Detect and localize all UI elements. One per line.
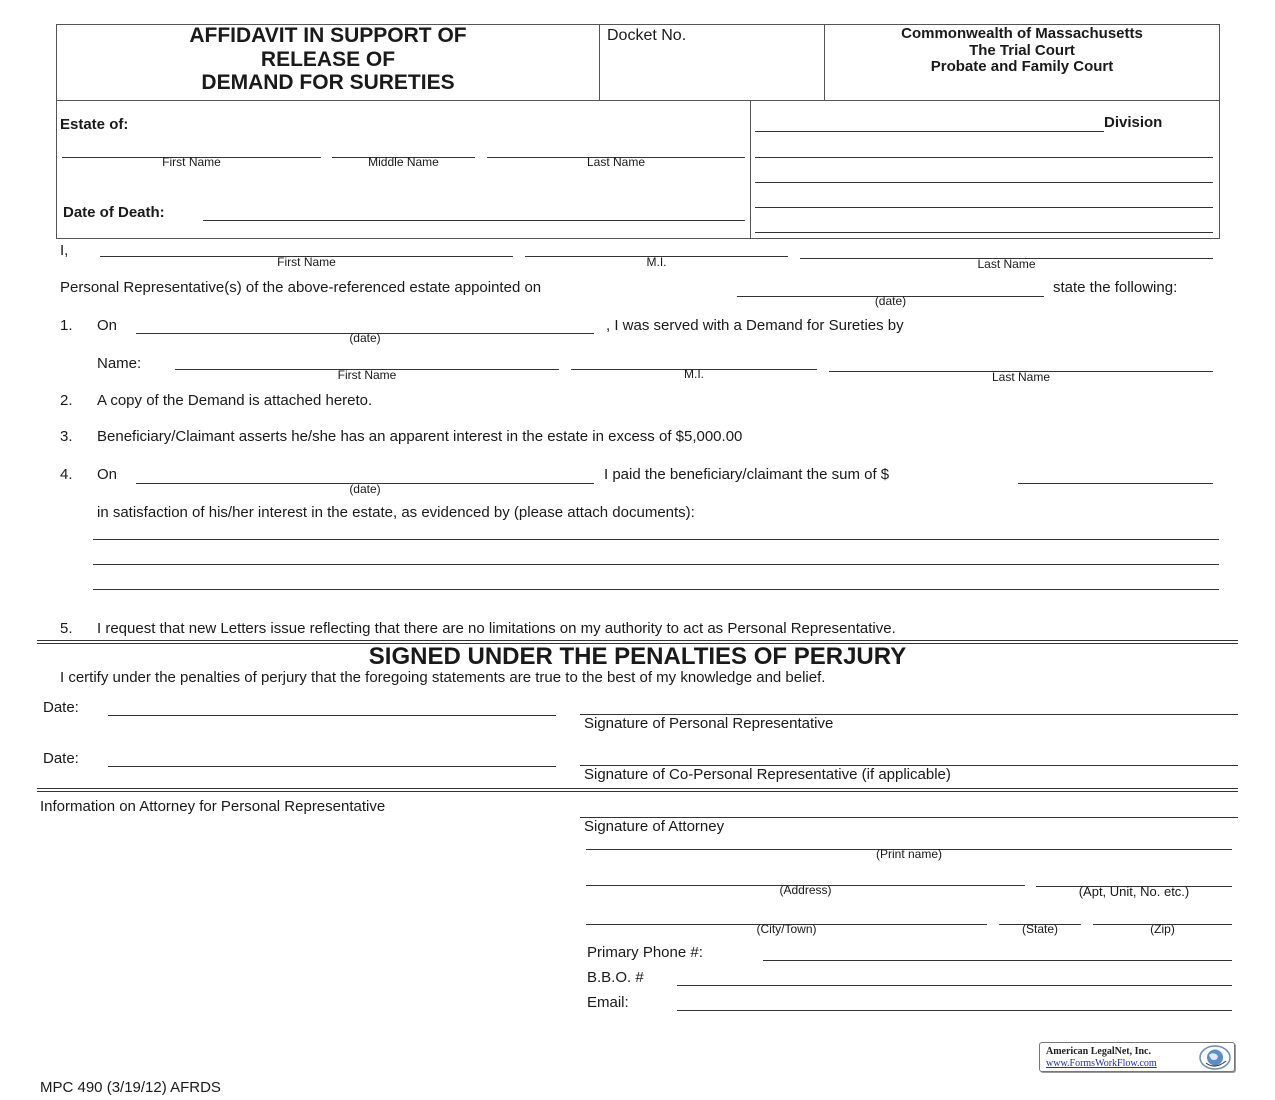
petitioner-first-name-caption: First Name [277, 255, 336, 269]
estate-divider [750, 100, 751, 238]
phone-label: Primary Phone #: [587, 944, 703, 961]
division-field[interactable] [755, 131, 1104, 132]
evidence-line-2[interactable] [93, 564, 1219, 565]
state-following-text: state the following: [1053, 279, 1178, 296]
attorney-print-name-caption: (Print name) [875, 847, 943, 861]
estate-label: Estate of: [60, 116, 129, 133]
i-label: I, [60, 242, 69, 259]
date-label-2: Date: [43, 750, 79, 767]
pr-appointed-text: Personal Representative(s) of the above-referenced estate appointed on [60, 279, 542, 296]
item5-number: 5. [60, 620, 73, 637]
vendor-url[interactable]: www.FormsWorkFlow.com [1046, 1058, 1157, 1069]
item1-on: On [97, 317, 118, 334]
payment-date-caption: (date) [349, 482, 381, 496]
appointment-date-caption: (date) [874, 294, 907, 308]
vendor-badge[interactable] [1039, 1042, 1235, 1072]
petitioner-last-name-caption: Last Name [977, 257, 1036, 271]
division-line-2[interactable] [755, 157, 1213, 158]
header-divider-2 [824, 24, 825, 100]
server-first-name-caption: First Name [337, 368, 397, 382]
vendor-name: American LegalNet, Inc. [1046, 1046, 1151, 1057]
division-label: Division [1104, 114, 1163, 131]
docket-label: Docket No. [607, 27, 687, 44]
globe-icon [1198, 1044, 1232, 1071]
date-label-1: Date: [43, 699, 79, 716]
item2-number: 2. [60, 392, 73, 409]
estate-middle-name-caption: Middle Name [368, 155, 439, 169]
evidence-line-1[interactable] [93, 539, 1219, 540]
email-label: Email: [587, 994, 629, 1011]
evidence-line-3[interactable] [93, 589, 1219, 590]
item1-number: 1. [60, 317, 73, 334]
header-divider-1 [599, 24, 600, 100]
bbo-label: B.B.O. # [587, 969, 644, 986]
item5-text: I request that new Letters issue reflecting that there are no limitations on my authority to act as Personal Representative. [97, 620, 896, 637]
date-of-death-field[interactable] [203, 220, 745, 221]
item3-text: Beneficiary/Claimant asserts he/she has an apparent interest in the estate in excess of $5,000.00 [97, 428, 743, 445]
division-line-4[interactable] [755, 207, 1213, 208]
pr-signature-caption: Signature of Personal Representative [584, 715, 834, 732]
phone-field[interactable] [763, 960, 1232, 961]
server-name-label: Name: [97, 355, 142, 372]
attorney-info-label: Information on Attorney for Personal Representative [40, 798, 386, 815]
item4-on: On [97, 466, 118, 483]
form-title-line3: DEMAND FOR SURETIES [201, 71, 455, 94]
perjury-heading: SIGNED UNDER THE PENALTIES OF PERJURY [368, 643, 907, 670]
form-title-line1: AFFIDAVIT IN SUPPORT OF [189, 24, 467, 47]
attorney-zip-caption: (Zip) [1150, 922, 1175, 936]
section-divider-mid-1 [37, 788, 1238, 789]
court-line3: Probate and Family Court [930, 58, 1114, 75]
served-date-caption: (date) [349, 331, 381, 345]
paid-text: I paid the beneficiary/claimant the sum of $ [604, 466, 890, 483]
attorney-state-caption: (State) [1021, 922, 1058, 936]
court-line2: The Trial Court [969, 42, 1075, 59]
division-line-3[interactable] [755, 182, 1213, 183]
bbo-field[interactable] [677, 985, 1232, 986]
estate-last-name-caption: Last Name [586, 155, 646, 169]
signature-date-field-2[interactable] [108, 766, 556, 767]
attorney-city-caption: (City/Town) [756, 922, 817, 936]
served-text: , I was served with a Demand for Sureties by [606, 317, 904, 334]
petitioner-mi-caption: M.I. [646, 255, 667, 269]
server-last-name-caption: Last Name [991, 370, 1051, 384]
copr-signature-caption: Signature of Co-Personal Representative (if applicable) [584, 766, 951, 783]
attorney-apt-caption: (Apt, Unit, No. etc.) [1078, 884, 1190, 899]
email-field[interactable] [677, 1010, 1232, 1011]
signature-date-field-1[interactable] [108, 715, 556, 716]
date-of-death-label: Date of Death: [63, 204, 165, 221]
estate-first-name-caption: First Name [162, 155, 221, 169]
court-line1: Commonwealth of Massachusetts [901, 25, 1143, 42]
payment-amount-field[interactable] [1018, 483, 1213, 484]
division-line-5[interactable] [755, 232, 1213, 233]
section-divider-mid-2 [37, 791, 1238, 792]
server-mi-caption: M.I. [684, 367, 704, 381]
form-id: MPC 490 (3/19/12) AFRDS [40, 1079, 221, 1096]
estate-box [56, 100, 1220, 239]
docket-input[interactable] [602, 46, 822, 98]
section-divider-top-1 [37, 640, 1238, 641]
form-title-line2: RELEASE OF [260, 48, 396, 71]
item4-number: 4. [60, 466, 73, 483]
satisfaction-text: in satisfaction of his/her interest in the estate, as evidenced by (please attach documents): [97, 504, 695, 521]
item3-number: 3. [60, 428, 73, 445]
attorney-address-caption: (Address) [779, 883, 832, 897]
item2-text: A copy of the Demand is attached hereto. [97, 392, 373, 409]
attorney-signature-caption: Signature of Attorney [584, 818, 725, 835]
certify-text: I certify under the penalties of perjury that the foregoing statements are true to the best of my knowledge and belief. [60, 669, 826, 686]
